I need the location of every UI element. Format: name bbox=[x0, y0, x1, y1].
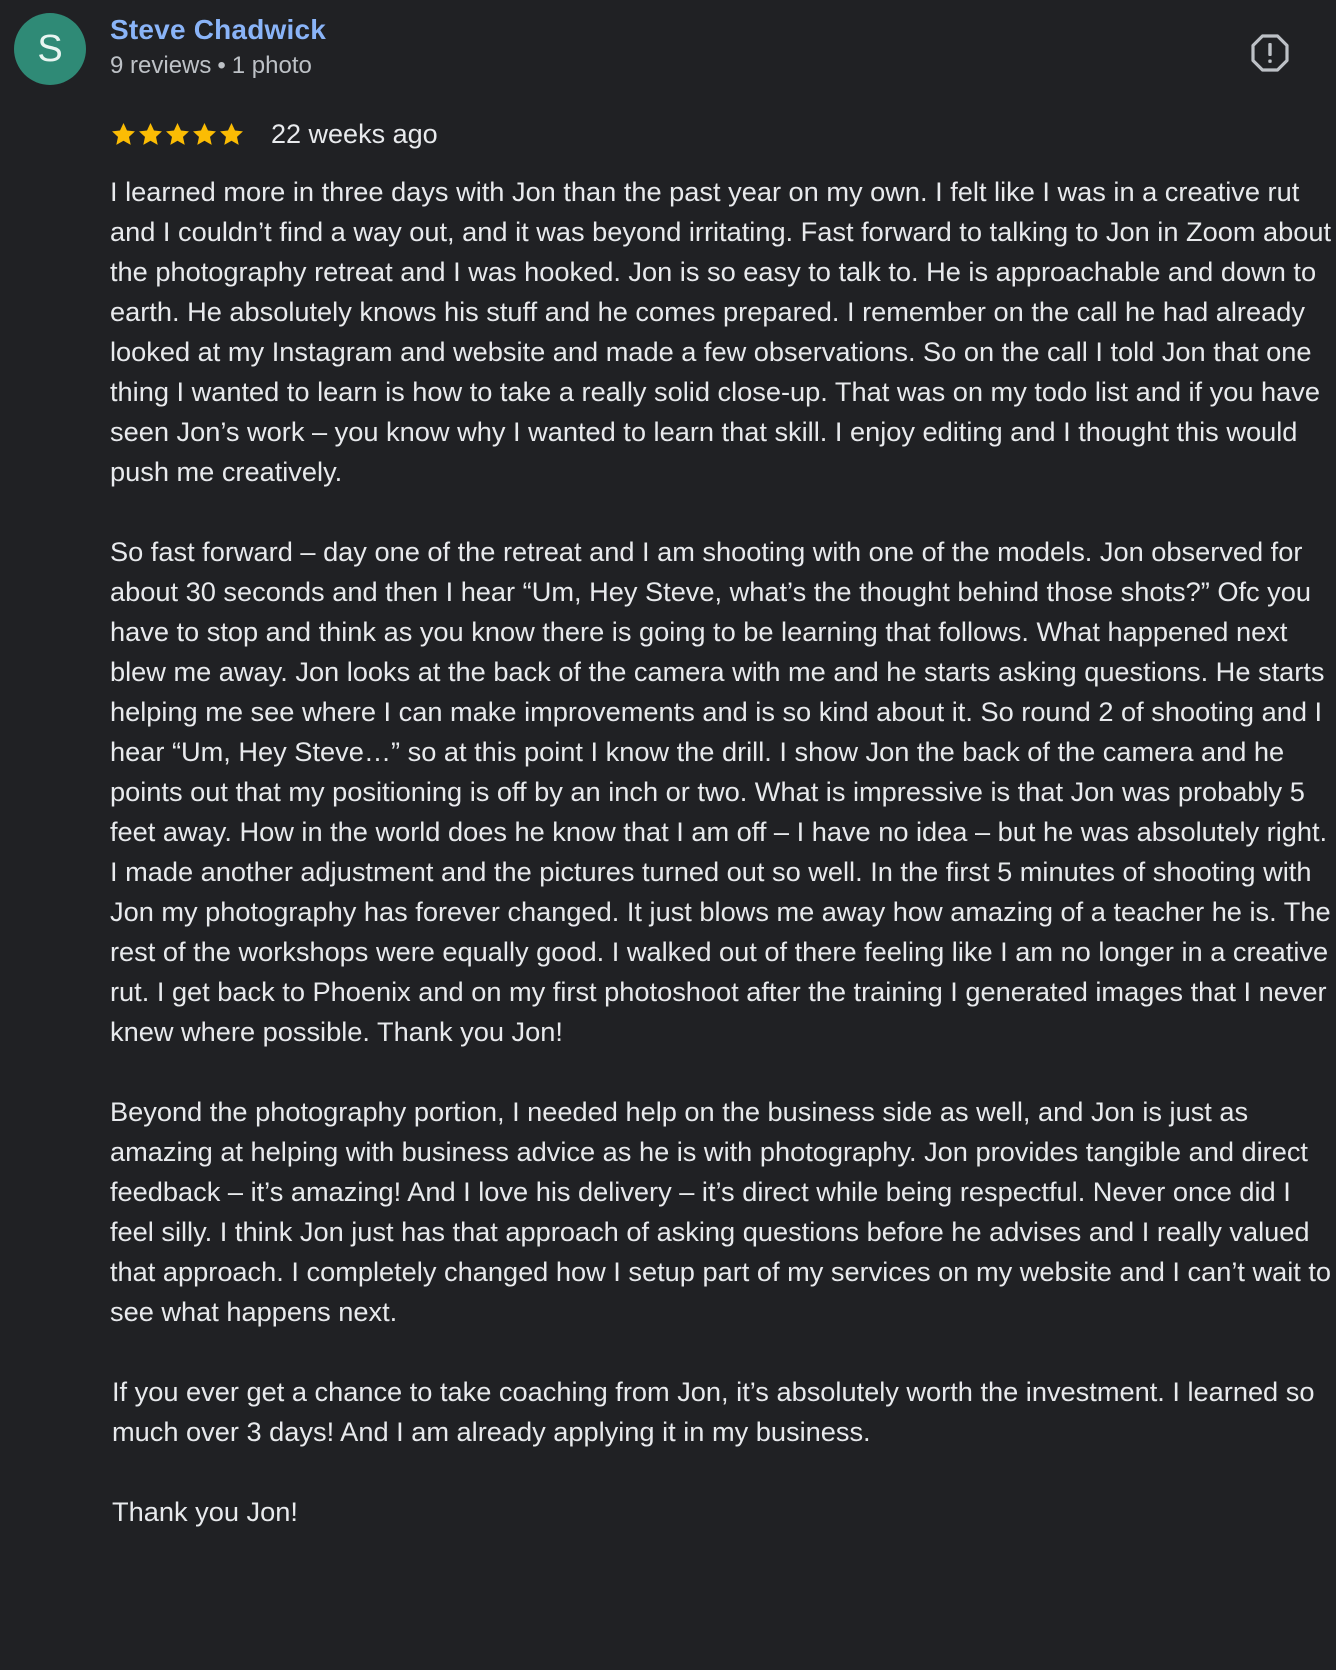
star-icon bbox=[191, 121, 218, 148]
author-name[interactable]: Steve Chadwick bbox=[110, 14, 326, 45]
star-icon bbox=[137, 121, 164, 148]
star-icon bbox=[110, 121, 137, 148]
review-paragraph: So fast forward – day one of the retreat and I am shooting with one of the models. Jon observed for about 30 seconds and then I hear “Um, Hey Steve, what’s the thought behind those shots?” Ofc you have to stop and think as you know there is going to be learning that follows. What happened next blew me away. Jon looks at the back of the camera with me and he starts asking questions. He starts helping me see where I can make improvements and is so kind about it. So round 2 of shooting and I hear “Um, Hey Steve…” so at this point I know the drill. I show Jon the back of the camera and he points out that my positioning is off by an inch or two. What is impressive is that Jon was probably 5 feet away. How in the world does he know that I am off – I have no idea – but he was absolutely right. I made another adjustment and the pictures turned out so well. In the first 5 minutes of shooting with Jon my photography has forever changed. It just blows me away how amazing of a teacher he is. The rest of the workshops were equally good. I walked out of there feeling like I am no longer in a creative rut. I get back to Phoenix and on my first photoshoot after the training I generated images that I never knew where possible. Thank you Jon! bbox=[110, 536, 1331, 1047]
review-paragraph: If you ever get a chance to take coaching from Jon, it’s absolutely worth the investment. I learned so much over 3 days! And I am already applying it in my business. bbox=[112, 1376, 1315, 1447]
review-count: 9 reviews bbox=[110, 52, 212, 79]
rating-row bbox=[110, 116, 438, 152]
review-text bbox=[110, 172, 1332, 1532]
review-date: 22 weeks ago bbox=[271, 118, 438, 149]
star-rating bbox=[110, 121, 245, 148]
photo-count: 1 photo bbox=[231, 52, 312, 79]
review-paragraph: Thank you Jon! bbox=[112, 1496, 298, 1527]
star-icon bbox=[164, 121, 191, 148]
avatar[interactable]: S bbox=[14, 13, 86, 85]
meta-separator: • bbox=[217, 52, 226, 79]
star-icon bbox=[218, 121, 245, 148]
report-flag-icon bbox=[1251, 34, 1289, 72]
author-meta bbox=[110, 52, 312, 80]
review-paragraph: Beyond the photography portion, I needed help on the business side as well, and Jon is just as amazing at helping with business advice as he is with photography. Jon provides tangible and direct feedback – it’s amazing! And I love his delivery – it’s direct while being respectful. Never once did I feel silly. I think Jon just has that approach of asking questions before he advises and I really valued that approach. I completely changed how I setup part of my services on my website and I can’t wait to see what happens next. bbox=[110, 1096, 1332, 1327]
report-review-button[interactable] bbox=[1251, 34, 1289, 72]
review-paragraph: I learned more in three days with Jon than the past year on my own. I felt like I was in a creative rut and I couldn’t find a way out, and it was beyond irritating. Fast forward to talking to Jon in Zoom about the photography retreat and I was hooked. Jon is so easy to talk to. He is approachable and down to earth. He absolutely knows his stuff and he comes prepared. I remember on the call he had already looked at my Instagram and website and made a few observations. So on the call I told Jon that one thing I wanted to learn is how to take a really solid close-up. That was on my todo list and if you have seen Jon’s work – you know why I wanted to learn that skill. I enjoy editing and I thought this would push me creatively. bbox=[110, 176, 1332, 487]
